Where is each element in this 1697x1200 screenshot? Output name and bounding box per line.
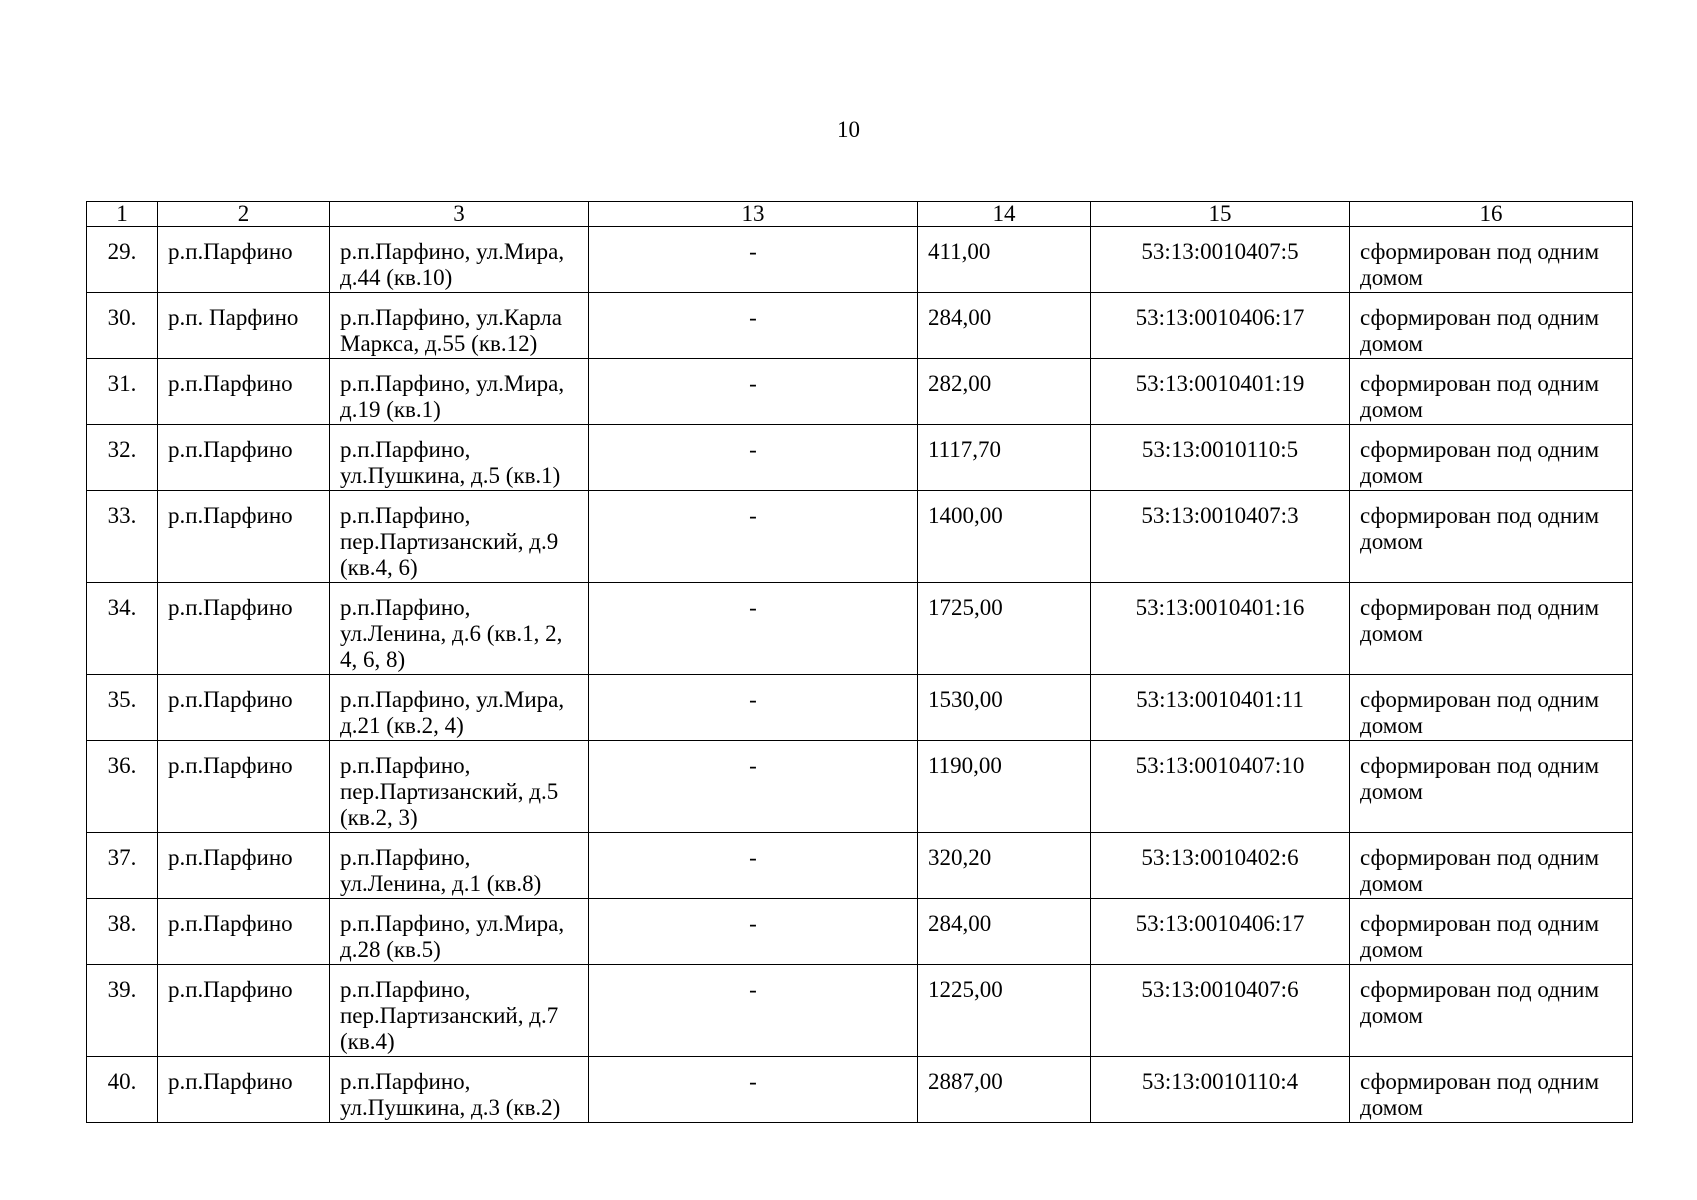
area-cell: 1725,00 — [918, 583, 1091, 675]
table-row — [87, 227, 1633, 293]
header-cell: 16 — [1350, 202, 1633, 227]
header-row — [87, 202, 1633, 227]
column-13-cell: - — [589, 965, 918, 1057]
settlement-cell: р.п.Парфино — [158, 833, 330, 899]
row-number-cell: 33. — [87, 491, 158, 583]
table-row — [87, 675, 1633, 741]
settlement-cell: р.п.Парфино — [158, 359, 330, 425]
table-row — [87, 491, 1633, 583]
cadastral-number-cell: 53:13:0010406:17 — [1091, 293, 1350, 359]
settlement-cell: р.п.Парфино — [158, 965, 330, 1057]
settlement-cell: р.п.Парфино — [158, 1057, 330, 1123]
cadastral-number-cell: 53:13:0010402:6 — [1091, 833, 1350, 899]
row-number-cell: 35. — [87, 675, 158, 741]
row-number-cell: 34. — [87, 583, 158, 675]
column-13-cell: - — [589, 491, 918, 583]
column-13-cell: - — [589, 425, 918, 491]
note-cell: сформирован под одним домом — [1350, 293, 1633, 359]
cadastral-number-cell: 53:13:0010407:5 — [1091, 227, 1350, 293]
address-cell: р.п.Парфино, ул.Мира, д.44 (кв.10) — [330, 227, 589, 293]
area-cell: 1530,00 — [918, 675, 1091, 741]
header-cell: 14 — [918, 202, 1091, 227]
area-cell: 2887,00 — [918, 1057, 1091, 1123]
cadastral-number-cell: 53:13:0010401:16 — [1091, 583, 1350, 675]
note-cell: сформирован под одним домом — [1350, 359, 1633, 425]
settlement-cell: р.п.Парфино — [158, 741, 330, 833]
address-cell: р.п.Парфино, ул.Мира, д.21 (кв.2, 4) — [330, 675, 589, 741]
column-13-cell: - — [589, 675, 918, 741]
header-cell: 3 — [330, 202, 589, 227]
settlement-cell: р.п.Парфино — [158, 675, 330, 741]
note-cell: сформирован под одним домом — [1350, 833, 1633, 899]
row-number-cell: 29. — [87, 227, 158, 293]
area-cell: 284,00 — [918, 899, 1091, 965]
address-cell: р.п.Парфино, ул.Ленина, д.6 (кв.1, 2, 4, 6, 8) — [330, 583, 589, 675]
land-plots-table — [86, 201, 1633, 1123]
cadastral-number-cell: 53:13:0010401:11 — [1091, 675, 1350, 741]
table-row — [87, 899, 1633, 965]
column-13-cell: - — [589, 293, 918, 359]
row-number-cell: 32. — [87, 425, 158, 491]
cadastral-number-cell: 53:13:0010407:6 — [1091, 965, 1350, 1057]
address-cell: р.п.Парфино, ул.Мира, д.19 (кв.1) — [330, 359, 589, 425]
settlement-cell: р.п.Парфино — [158, 899, 330, 965]
settlement-cell: р.п.Парфино — [158, 425, 330, 491]
row-number-cell: 37. — [87, 833, 158, 899]
header-cell: 15 — [1091, 202, 1350, 227]
column-13-cell: - — [589, 741, 918, 833]
table-row — [87, 965, 1633, 1057]
note-cell: сформирован под одним домом — [1350, 425, 1633, 491]
column-13-cell: - — [589, 833, 918, 899]
cadastral-number-cell: 53:13:0010110:4 — [1091, 1057, 1350, 1123]
address-cell: р.п.Парфино, ул.Пушкина, д.5 (кв.1) — [330, 425, 589, 491]
note-cell: сформирован под одним домом — [1350, 583, 1633, 675]
row-number-cell: 40. — [87, 1057, 158, 1123]
note-cell: сформирован под одним домом — [1350, 1057, 1633, 1123]
cadastral-number-cell: 53:13:0010407:10 — [1091, 741, 1350, 833]
settlement-cell: р.п. Парфино — [158, 293, 330, 359]
area-cell: 411,00 — [918, 227, 1091, 293]
address-cell: р.п.Парфино, пер.Партизанский, д.7 (кв.4) — [330, 965, 589, 1057]
row-number-cell: 36. — [87, 741, 158, 833]
table-row — [87, 359, 1633, 425]
row-number-cell: 30. — [87, 293, 158, 359]
address-cell: р.п.Парфино, ул.Мира, д.28 (кв.5) — [330, 899, 589, 965]
table-row — [87, 293, 1633, 359]
address-cell: р.п.Парфино, пер.Партизанский, д.9 (кв.4, 6) — [330, 491, 589, 583]
note-cell: сформирован под одним домом — [1350, 227, 1633, 293]
header-cell: 1 — [87, 202, 158, 227]
cadastral-number-cell: 53:13:0010110:5 — [1091, 425, 1350, 491]
address-cell: р.п.Парфино, пер.Партизанский, д.5 (кв.2, 3) — [330, 741, 589, 833]
column-13-cell: - — [589, 899, 918, 965]
note-cell: сформирован под одним домом — [1350, 741, 1633, 833]
area-cell: 1117,70 — [918, 425, 1091, 491]
column-13-cell: - — [589, 359, 918, 425]
table-row — [87, 425, 1633, 491]
note-cell: сформирован под одним домом — [1350, 899, 1633, 965]
column-13-cell: - — [589, 227, 918, 293]
column-13-cell: - — [589, 1057, 918, 1123]
area-cell: 1400,00 — [918, 491, 1091, 583]
area-cell: 282,00 — [918, 359, 1091, 425]
area-cell: 320,20 — [918, 833, 1091, 899]
column-13-cell: - — [589, 583, 918, 675]
table-row — [87, 741, 1633, 833]
note-cell: сформирован под одним домом — [1350, 965, 1633, 1057]
table-body — [87, 227, 1633, 1123]
address-cell: р.п.Парфино, ул.Карла Маркса, д.55 (кв.12) — [330, 293, 589, 359]
table-row — [87, 583, 1633, 675]
note-cell: сформирован под одним домом — [1350, 675, 1633, 741]
row-number-cell: 31. — [87, 359, 158, 425]
area-cell: 1225,00 — [918, 965, 1091, 1057]
cadastral-number-cell: 53:13:0010406:17 — [1091, 899, 1350, 965]
table-row — [87, 833, 1633, 899]
header-cell: 2 — [158, 202, 330, 227]
area-cell: 284,00 — [918, 293, 1091, 359]
cadastral-number-cell: 53:13:0010407:3 — [1091, 491, 1350, 583]
header-cell: 13 — [589, 202, 918, 227]
address-cell: р.п.Парфино, ул.Пушкина, д.3 (кв.2) — [330, 1057, 589, 1123]
row-number-cell: 38. — [87, 899, 158, 965]
row-number-cell: 39. — [87, 965, 158, 1057]
settlement-cell: р.п.Парфино — [158, 491, 330, 583]
note-cell: сформирован под одним домом — [1350, 491, 1633, 583]
cadastral-number-cell: 53:13:0010401:19 — [1091, 359, 1350, 425]
settlement-cell: р.п.Парфино — [158, 227, 330, 293]
address-cell: р.п.Парфино, ул.Ленина, д.1 (кв.8) — [330, 833, 589, 899]
settlement-cell: р.п.Парфино — [158, 583, 330, 675]
area-cell: 1190,00 — [918, 741, 1091, 833]
table-row — [87, 1057, 1633, 1123]
page-number: 10 — [837, 117, 860, 142]
